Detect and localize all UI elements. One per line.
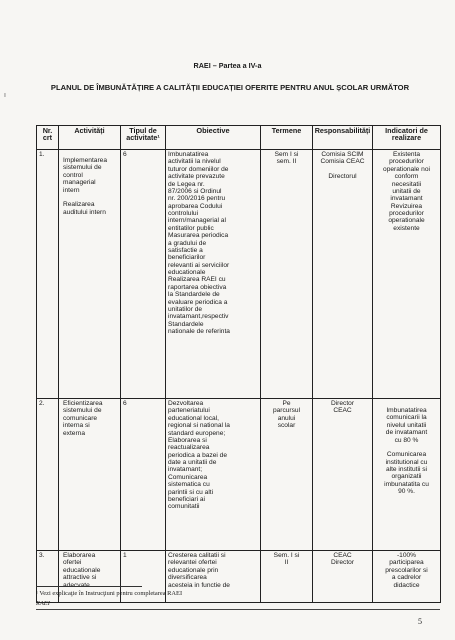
row-obiective: Dezvoltarea parteneriatului educational local, regional si national la standard europene; Elaborarea si reactualizarea periodica a bazei de date a unitatii de invatamant; Comunicarea sistematica cu parintii si cu alti beneficiari ai comunitatii [166,399,261,551]
header-indicatori: Indicatori de realizare [373,126,441,150]
row-responsabilitati: CEAC Director [313,551,373,603]
page-header: RAEI – Partea a IV-a [193,61,262,70]
row-nr: 3. [37,551,59,603]
row-indicatori: Existenta procedurilor operationale noi conform necesitatii unitatii de invatamant Revizuirea procedurilor operationale existente [373,150,441,399]
row-termene: Sem. I si II [261,551,313,603]
footer-label: RAEI [36,600,50,607]
row-nr: 1. [37,150,59,399]
header-obiective: Obiective [166,126,261,150]
row-activitati: Implementarea sistemului de control managerial intern Realizarea auditului intern [59,150,121,399]
row-indicatori: -100% participarea prescolarilor si a cadrelor didactice [373,551,441,603]
row-tipul: 6 [121,150,166,399]
row-responsabilitati: Comisia SCIM Comisia CEAC Directorul [313,150,373,399]
row-termene: Pe parcursul anului scolar [261,399,313,551]
footnote: ¹ Vezi explicaţie în Instrucţiuni pentru completarea RAEI [36,590,183,597]
table-row [37,399,441,551]
row-responsabilitati: Director CEAC [313,399,373,551]
header-tipul: Tipul de activitate¹ [121,126,166,150]
row-activitati: Elaborarea ofertei educationale attractive si adecvate [59,551,121,603]
margin-mark: ı [4,92,6,99]
footnote-divider [36,586,142,587]
header-termene: Termene [261,126,313,150]
improvement-plan-table [36,125,441,603]
header-responsabilitati: Responsabilități [313,126,373,150]
row-nr: 2. [37,399,59,551]
table-row [37,150,441,399]
row-obiective: Imbunatatirea activitatii la nivelul tuturor domeniilor de activitate prevazute de Legea nr. 87/2006 si Ordinul nr. 200/2016 pentru aprobarea Codului controlului intern/managerial al entitatilor public Masurarea periodica a gradului de satisfactie a beneficiarilor relevanti ai serviciilor educationale Realizarea RAEI cu raportarea obiectiva la Standardele de evaluare periodica a unitatilor de invatamant,respectiv Standardele nationale de referinta [166,150,261,399]
page-number: 5 [418,617,422,626]
footer-divider [36,609,440,610]
row-tipul: 6 [121,399,166,551]
row-activitati: Eficientizarea sistemului de comunicare interna si externa [59,399,121,551]
header-activitati: Activități [59,126,121,150]
row-termene: Sem I si sem. II [261,150,313,399]
row-obiective: Cresterea calitatii si relevantei ofertei educationale prin diversificarea acesteia in functie de [166,551,261,603]
row-indicatori: Imbunatatirea comunicarii la nivelul unitatii de invatamant cu 80 % Comunicarea institutional cu alte institutii si organizatii imbunatatita cu 90 %. [373,399,441,551]
header-nr: Nr. crt [37,126,59,150]
page-title: PLANUL DE ÎMBUNĂTĂȚIRE A CALITĂȚII EDUCAȚIEI OFERITE PENTRU ANUL ȘCOLAR URMĂTOR [50,83,410,92]
row-tipul: 1 [121,551,166,603]
